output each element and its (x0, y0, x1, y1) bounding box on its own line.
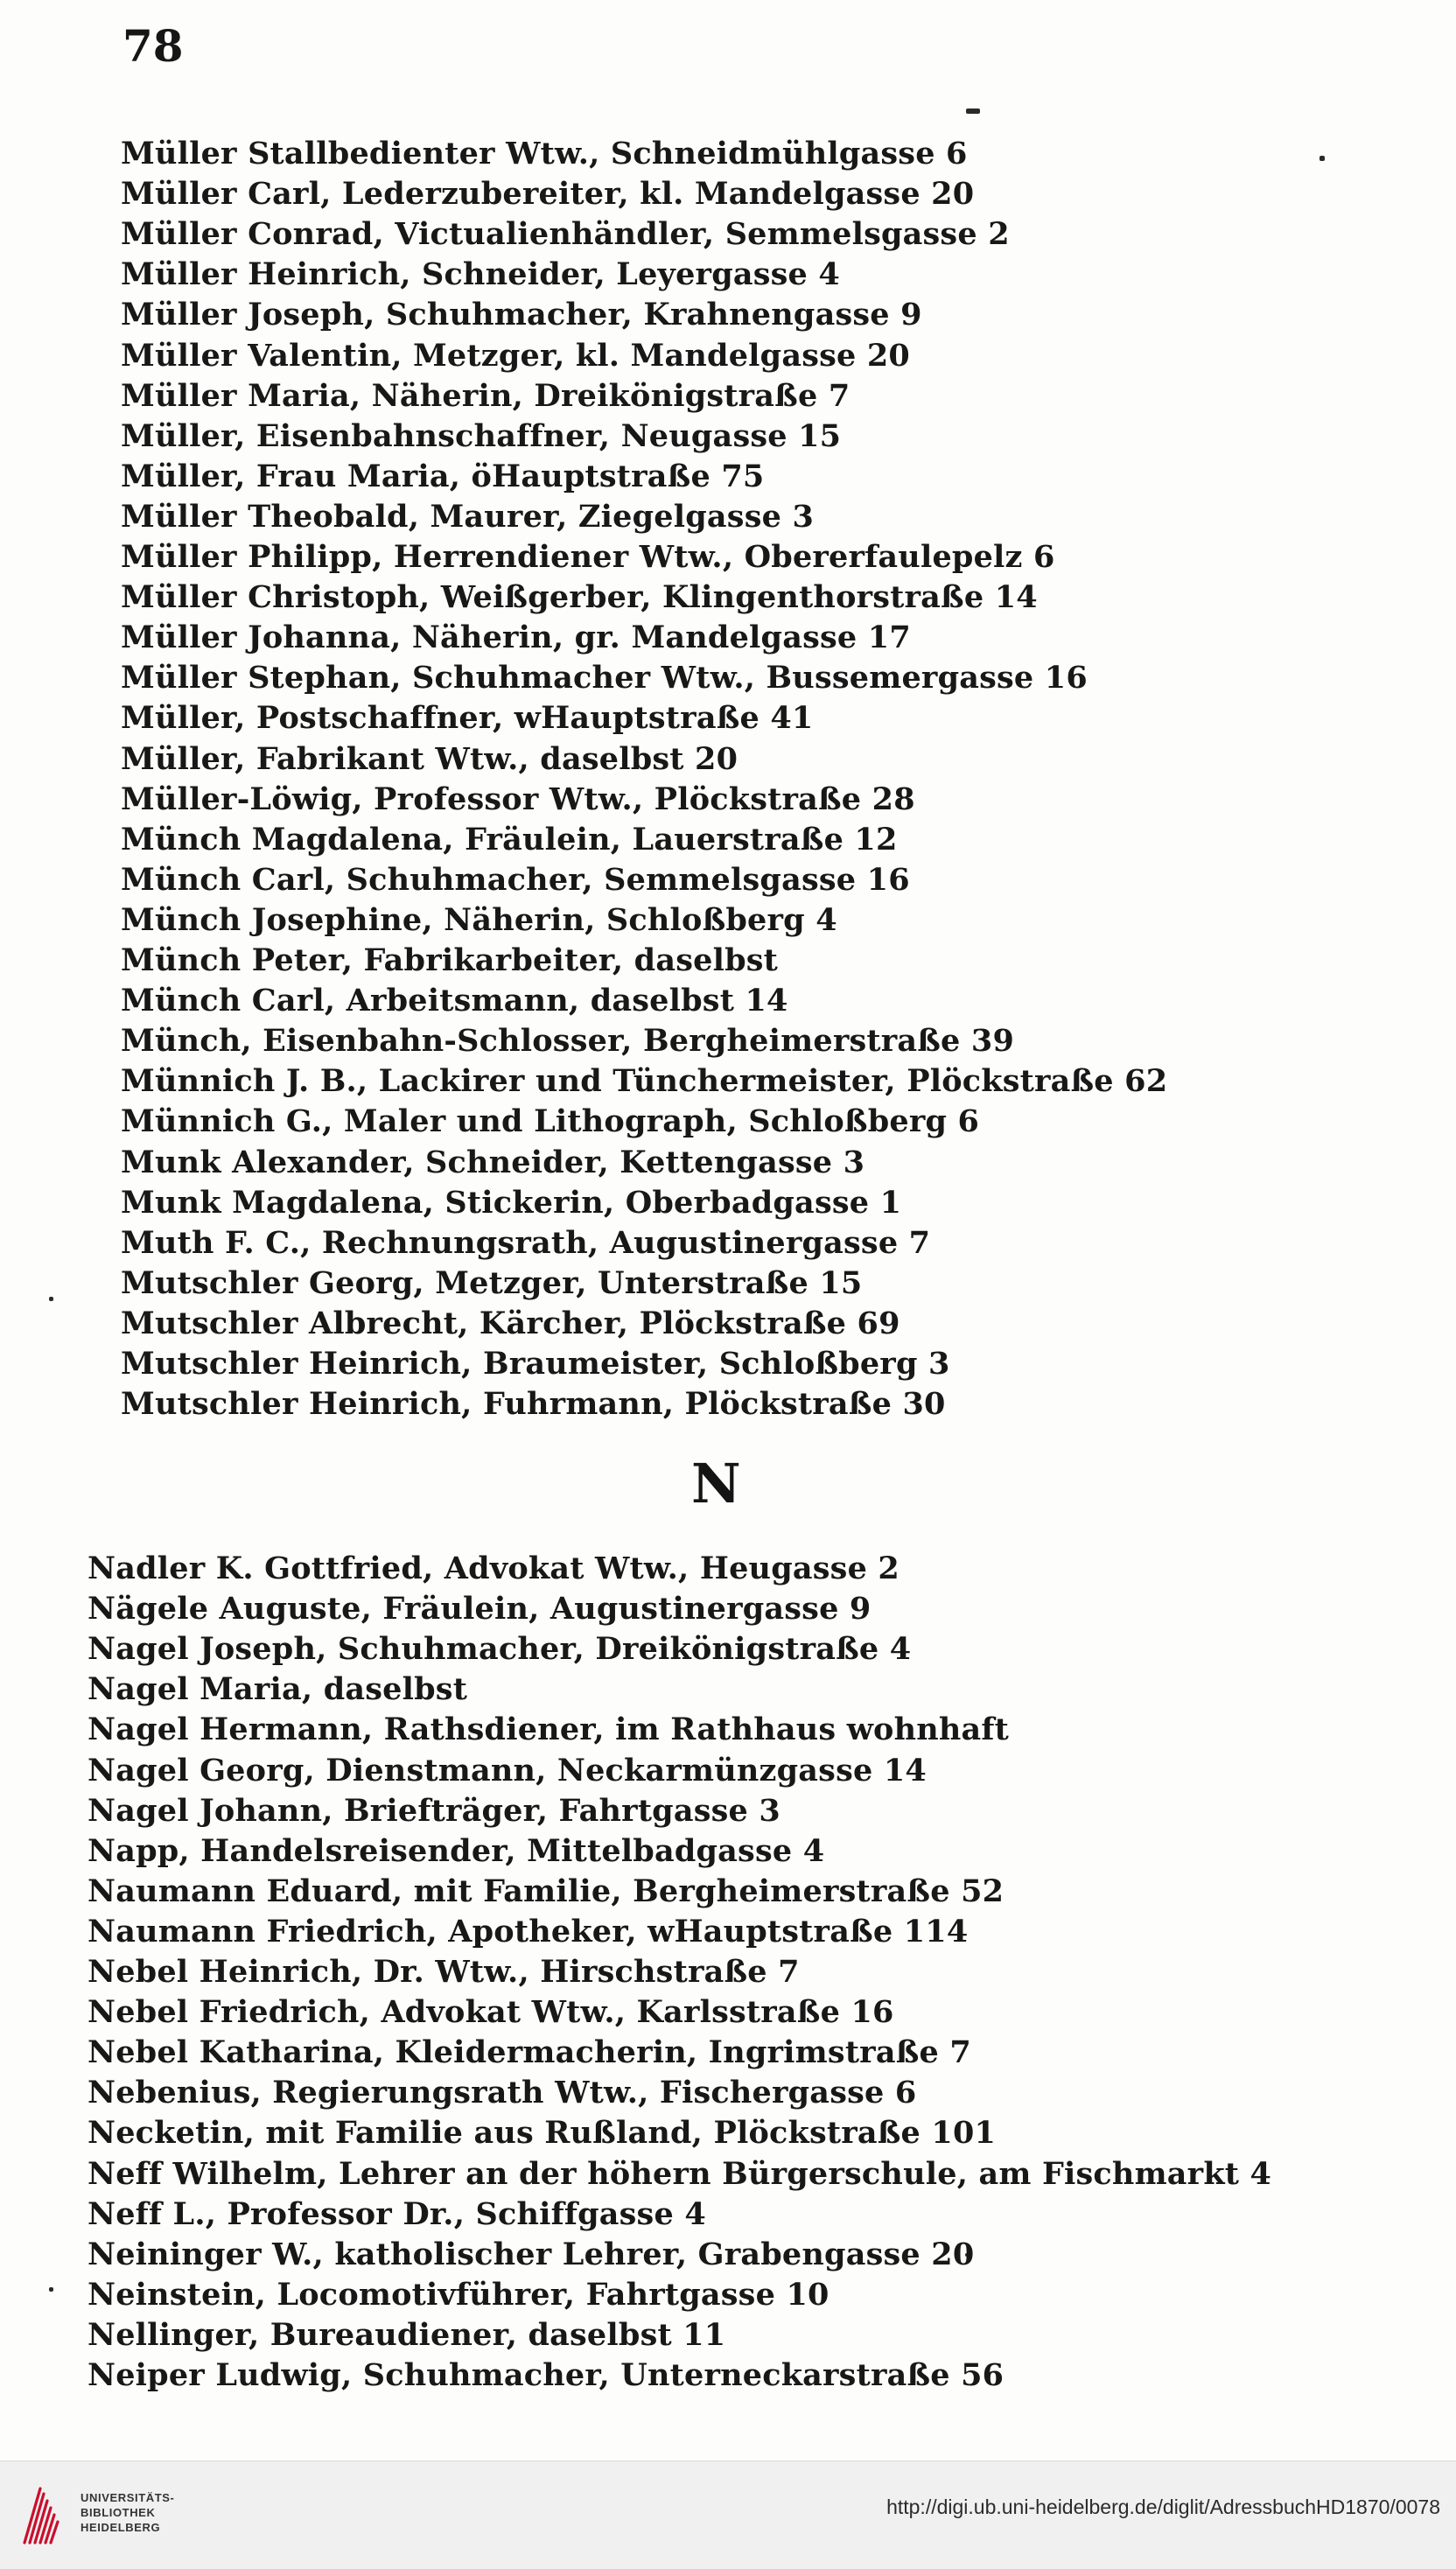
directory-entry: Müller Stephan, Schuhmacher Wtw., Bussemergasse 16 (121, 660, 1088, 696)
directory-entry: Mutschler Georg, Metzger, Unterstraße 15 (121, 1264, 863, 1301)
library-name (80, 2490, 174, 2535)
directory-entry: Naumann Friedrich, Apotheker, wHauptstraße 114 (88, 1913, 969, 1950)
directory-entry: Neff Wilhelm, Lehrer an der höhern Bürgerschule, am Fischmarkt 4 (88, 2155, 1272, 2192)
directory-entry: Münch Carl, Arbeitsmann, daselbst 14 (121, 983, 788, 1019)
directory-entry: Müller Christoph, Weißgerber, Klingenthorstraße 14 (121, 579, 1038, 616)
directory-entry: Nagel Maria, daselbst (88, 1671, 468, 1708)
directory-entry: Naumann Eduard, mit Familie, Bergheimerstraße 52 (88, 1872, 1004, 1909)
directory-entry: Münch Magdalena, Fräulein, Lauerstraße 12 (121, 821, 898, 858)
directory-entry: Nagel Hermann, Rathsdiener, im Rathhaus wohnhaft (88, 1712, 1010, 1748)
directory-entry: Neff L., Professor Dr., Schiffgasse 4 (88, 2195, 706, 2232)
directory-entry: Nadler K. Gottfried, Advokat Wtw., Heugasse 2 (88, 1550, 900, 1586)
directory-entry: Münch, Eisenbahn-Schlosser, Bergheimerstraße 39 (121, 1023, 1014, 1060)
scan-speck (966, 108, 980, 114)
directory-entry: Müller Stallbedienter Wtw., Schneidmühlgasse 6 (121, 136, 968, 172)
directory-entry: Müller, Eisenbahnschaffner, Neugasse 15 (121, 417, 842, 454)
directory-entry: Müller Carl, Lederzubereiter, kl. Mandelgasse 20 (121, 176, 975, 213)
directory-entry: Müller, Fabrikant Wtw., daselbst 20 (121, 740, 738, 777)
directory-entry: Müller Maria, Näherin, Dreikönigstraße 7 (121, 377, 850, 414)
directory-entry: Münnich G., Maler und Lithograph, Schloßberg 6 (121, 1103, 980, 1140)
directory-entry: Münch Josephine, Näherin, Schloßberg 4 (121, 901, 837, 938)
directory-entry: Nagel Georg, Dienstmann, Neckarmünzgasse 14 (88, 1752, 927, 1788)
directory-entry: Müller Heinrich, Schneider, Leyergasse 4 (121, 256, 840, 293)
directory-entry: Munk Alexander, Schneider, Kettengasse 3 (121, 1144, 865, 1180)
section-letter: N (691, 1452, 741, 1516)
directory-entry: Munk Magdalena, Stickerin, Oberbadgasse 1 (121, 1184, 902, 1221)
directory-entry: Nagel Joseph, Schuhmacher, Dreikönigstraße 4 (88, 1631, 912, 1668)
directory-entry: Münch Carl, Schuhmacher, Semmelsgasse 16 (121, 861, 910, 898)
directory-entry: Nagel Johann, Briefträger, Fahrtgasse 3 (88, 1792, 780, 1829)
directory-entry: Napp, Handelsreisender, Mittelbadgasse 4 (88, 1832, 825, 1869)
library-name-line: UNIVERSITÄTS- (80, 2491, 175, 2504)
directory-entry: Mutschler Albrecht, Kärcher, Plöckstraße 69 (121, 1305, 900, 1341)
library-name-line: HEIDELBERG (80, 2521, 161, 2534)
directory-entry: Nebel Heinrich, Dr. Wtw., Hirschstraße 7 (88, 1954, 800, 1990)
source-url-link[interactable]: http://digi.ub.uni-heidelberg.de/diglit/AdressbuchHD1870/0078 (886, 2496, 1440, 2518)
directory-entry: Müller Conrad, Victualienhändler, Semmelsgasse 2 (121, 216, 1010, 253)
directory-entry: Mutschler Heinrich, Fuhrmann, Plöckstraße 30 (121, 1386, 946, 1423)
directory-entry: Müller, Postschaffner, wHauptstraße 41 (121, 700, 814, 737)
directory-entry: Mutschler Heinrich, Braumeister, Schloßberg 3 (121, 1346, 950, 1382)
directory-entry: Müller Philipp, Herrendiener Wtw., Obererfaulepelz 6 (121, 539, 1055, 575)
directory-entry: Münch Peter, Fabrikarbeiter, daselbst (121, 942, 779, 978)
directory-entry: Münnich J. B., Lackirer und Tünchermeister, Plöckstraße 62 (121, 1063, 1168, 1100)
directory-entry: Muth F. C., Rechnungsrath, Augustinergasse 7 (121, 1224, 931, 1261)
page-number: 78 (122, 20, 184, 72)
directory-entry: Neiper Ludwig, Schuhmacher, Unterneckarstraße 56 (88, 2357, 1004, 2393)
directory-entry: Müller Johanna, Näherin, gr. Mandelgasse 17 (121, 620, 911, 656)
directory-entry: Müller Joseph, Schuhmacher, Krahnengasse 9 (121, 297, 922, 333)
directory-entry: Nebenius, Regierungsrath Wtw., Fischergasse 6 (88, 2075, 917, 2111)
scan-speck (49, 2287, 53, 2292)
directory-entry: Neinstein, Locomotivführer, Fahrtgasse 10 (88, 2276, 830, 2313)
directory-entry: Müller-Löwig, Professor Wtw., Plöckstraße 28 (121, 780, 915, 817)
scan-speck (1320, 156, 1325, 161)
university-library-logo-icon (18, 2483, 63, 2546)
directory-entry: Nägele Auguste, Fräulein, Augustinergasse 9 (88, 1591, 872, 1628)
directory-entry: Neininger W., katholischer Lehrer, Grabengasse 20 (88, 2236, 975, 2272)
directory-entry: Müller Theobald, Maurer, Ziegelgasse 3 (121, 498, 815, 535)
directory-entry: Nellinger, Bureaudiener, daselbst 11 (88, 2316, 726, 2353)
directory-entry: Nebel Friedrich, Advokat Wtw., Karlsstraße 16 (88, 1994, 894, 2031)
directory-entry: Nebel Katharina, Kleidermacherin, Ingrimstraße 7 (88, 2034, 971, 2071)
directory-entry: Müller, Frau Maria, öHauptstraße 75 (121, 458, 765, 494)
library-name-line: BIBLIOTHEK (80, 2506, 156, 2519)
directory-entry: Necketin, mit Familie aus Rußland, Plöckstraße 101 (88, 2115, 997, 2152)
scan-speck (49, 1297, 53, 1301)
directory-entry: Müller Valentin, Metzger, kl. Mandelgasse 20 (121, 337, 910, 374)
